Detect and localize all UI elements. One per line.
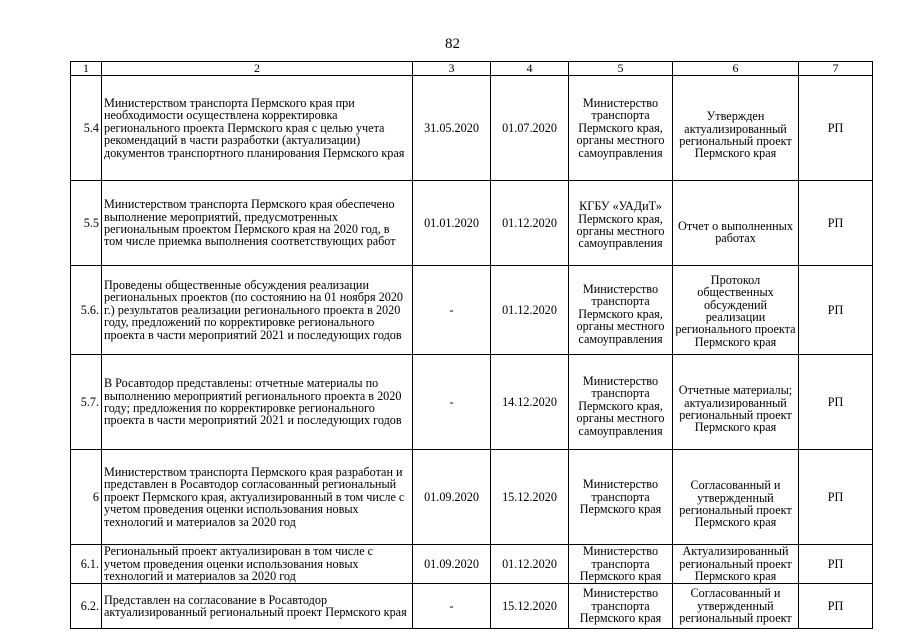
table-row: [71, 181, 873, 266]
row-number: 6: [71, 450, 102, 545]
event-description: Министерством транспорта Пермского края разработан и представлен в Росавтодор согласованный региональный проект Пермского края, актуализированный в том числе с учетом проведения оценки использования новых технологий и материалов за 2020 год: [102, 450, 413, 545]
row-number: 5.4: [71, 76, 102, 181]
row-number: 5.7.: [71, 355, 102, 450]
responsible: Министерство транспорта Пермского края: [569, 584, 673, 629]
row-number: 5.5: [71, 181, 102, 266]
table-row: [71, 266, 873, 355]
end-date: 15.12.2020: [491, 450, 569, 545]
control-level: РП: [799, 355, 873, 450]
column-header: 3: [413, 62, 491, 76]
start-date: 31.05.2020: [413, 76, 491, 181]
table-row: [71, 545, 873, 584]
responsible: Министерство транспорта Пермского края, органы местного самоуправления: [569, 355, 673, 450]
table-row: [71, 76, 873, 181]
control-level: РП: [799, 584, 873, 629]
control-level: РП: [799, 181, 873, 266]
result-document: Утвержден актуализированный региональный проект Пермского края: [673, 76, 799, 181]
event-description: В Росавтодор представлены: отчетные материалы по выполнению мероприятий регионального проекта в 2020 году; предложения по корректировке регионального проекта в части мероприятий 2021 и последующих годов: [102, 355, 413, 450]
column-header: 5: [569, 62, 673, 76]
result-document: Согласованный и утвержденный региональный проект Пермского края: [673, 450, 799, 545]
start-date: 01.09.2020: [413, 545, 491, 584]
result-document: Отчет о выполненных работах: [673, 181, 799, 266]
start-date: -: [413, 266, 491, 355]
control-level: РП: [799, 450, 873, 545]
action-plan-table: [70, 61, 873, 629]
table-row: [71, 584, 873, 629]
page-number: 82: [445, 36, 460, 52]
start-date: -: [413, 584, 491, 629]
end-date: 01.12.2020: [491, 266, 569, 355]
column-header: 7: [799, 62, 873, 76]
end-date: 01.12.2020: [491, 545, 569, 584]
responsible: КГБУ «УАДиТ» Пермского края, органы местного самоуправления: [569, 181, 673, 266]
column-header: 1: [71, 62, 102, 76]
event-description: Министерством транспорта Пермского края при необходимости осуществлена корректировка регионального проекта Пермского края с целью учета рекомендаций в части разработки (актуализации) документов транспортного планирования Пермского края: [102, 76, 413, 181]
event-description: Проведены общественные обсуждения реализации региональных проектов (по состоянию на 01 ноября 2020 г.) результатов реализации регионального проекта в 2020 году, предложений по корректировке регионального проекта в части мероприятий 2021 и последующих годов: [102, 266, 413, 355]
column-header: 6: [673, 62, 799, 76]
row-number: 6.2.: [71, 584, 102, 629]
end-date: 15.12.2020: [491, 584, 569, 629]
event-description: Представлен на согласование в Росавтодор актуализированный региональный проект Пермского края: [102, 584, 413, 629]
control-level: РП: [799, 545, 873, 584]
control-level: РП: [799, 76, 873, 181]
end-date: 01.07.2020: [491, 76, 569, 181]
start-date: 01.09.2020: [413, 450, 491, 545]
start-date: 01.01.2020: [413, 181, 491, 266]
result-document: Протокол общественных обсуждений реализации регионального проекта Пермского края: [673, 266, 799, 355]
row-number: 6.1.: [71, 545, 102, 584]
end-date: 01.12.2020: [491, 181, 569, 266]
responsible: Министерство транспорта Пермского края, органы местного самоуправления: [569, 266, 673, 355]
event-description: Региональный проект актуализирован в том числе с учетом проведения оценки использования новых технологий и материалов за 2020 год: [102, 545, 413, 584]
result-document: Отчетные материалы; актуализированный региональный проект Пермского края: [673, 355, 799, 450]
control-level: РП: [799, 266, 873, 355]
result-document: Согласованный и утвержденный региональный проект: [673, 584, 799, 629]
column-header: 4: [491, 62, 569, 76]
table-row: [71, 450, 873, 545]
row-number: 5.6.: [71, 266, 102, 355]
end-date: 14.12.2020: [491, 355, 569, 450]
responsible: Министерство транспорта Пермского края: [569, 545, 673, 584]
responsible: Министерство транспорта Пермского края, органы местного самоуправления: [569, 76, 673, 181]
start-date: -: [413, 355, 491, 450]
result-document: Актуализированный региональный проект Пермского края: [673, 545, 799, 584]
event-description: Министерством транспорта Пермского края обеспечено выполнение мероприятий, предусмотренных региональным проектом Пермского края на 2020 год, в том числе приемка выполнения соответствующих работ: [102, 181, 413, 266]
table-row: [71, 355, 873, 450]
responsible: Министерство транспорта Пермского края: [569, 450, 673, 545]
column-header: 2: [102, 62, 413, 76]
column-number-row: [71, 62, 873, 76]
